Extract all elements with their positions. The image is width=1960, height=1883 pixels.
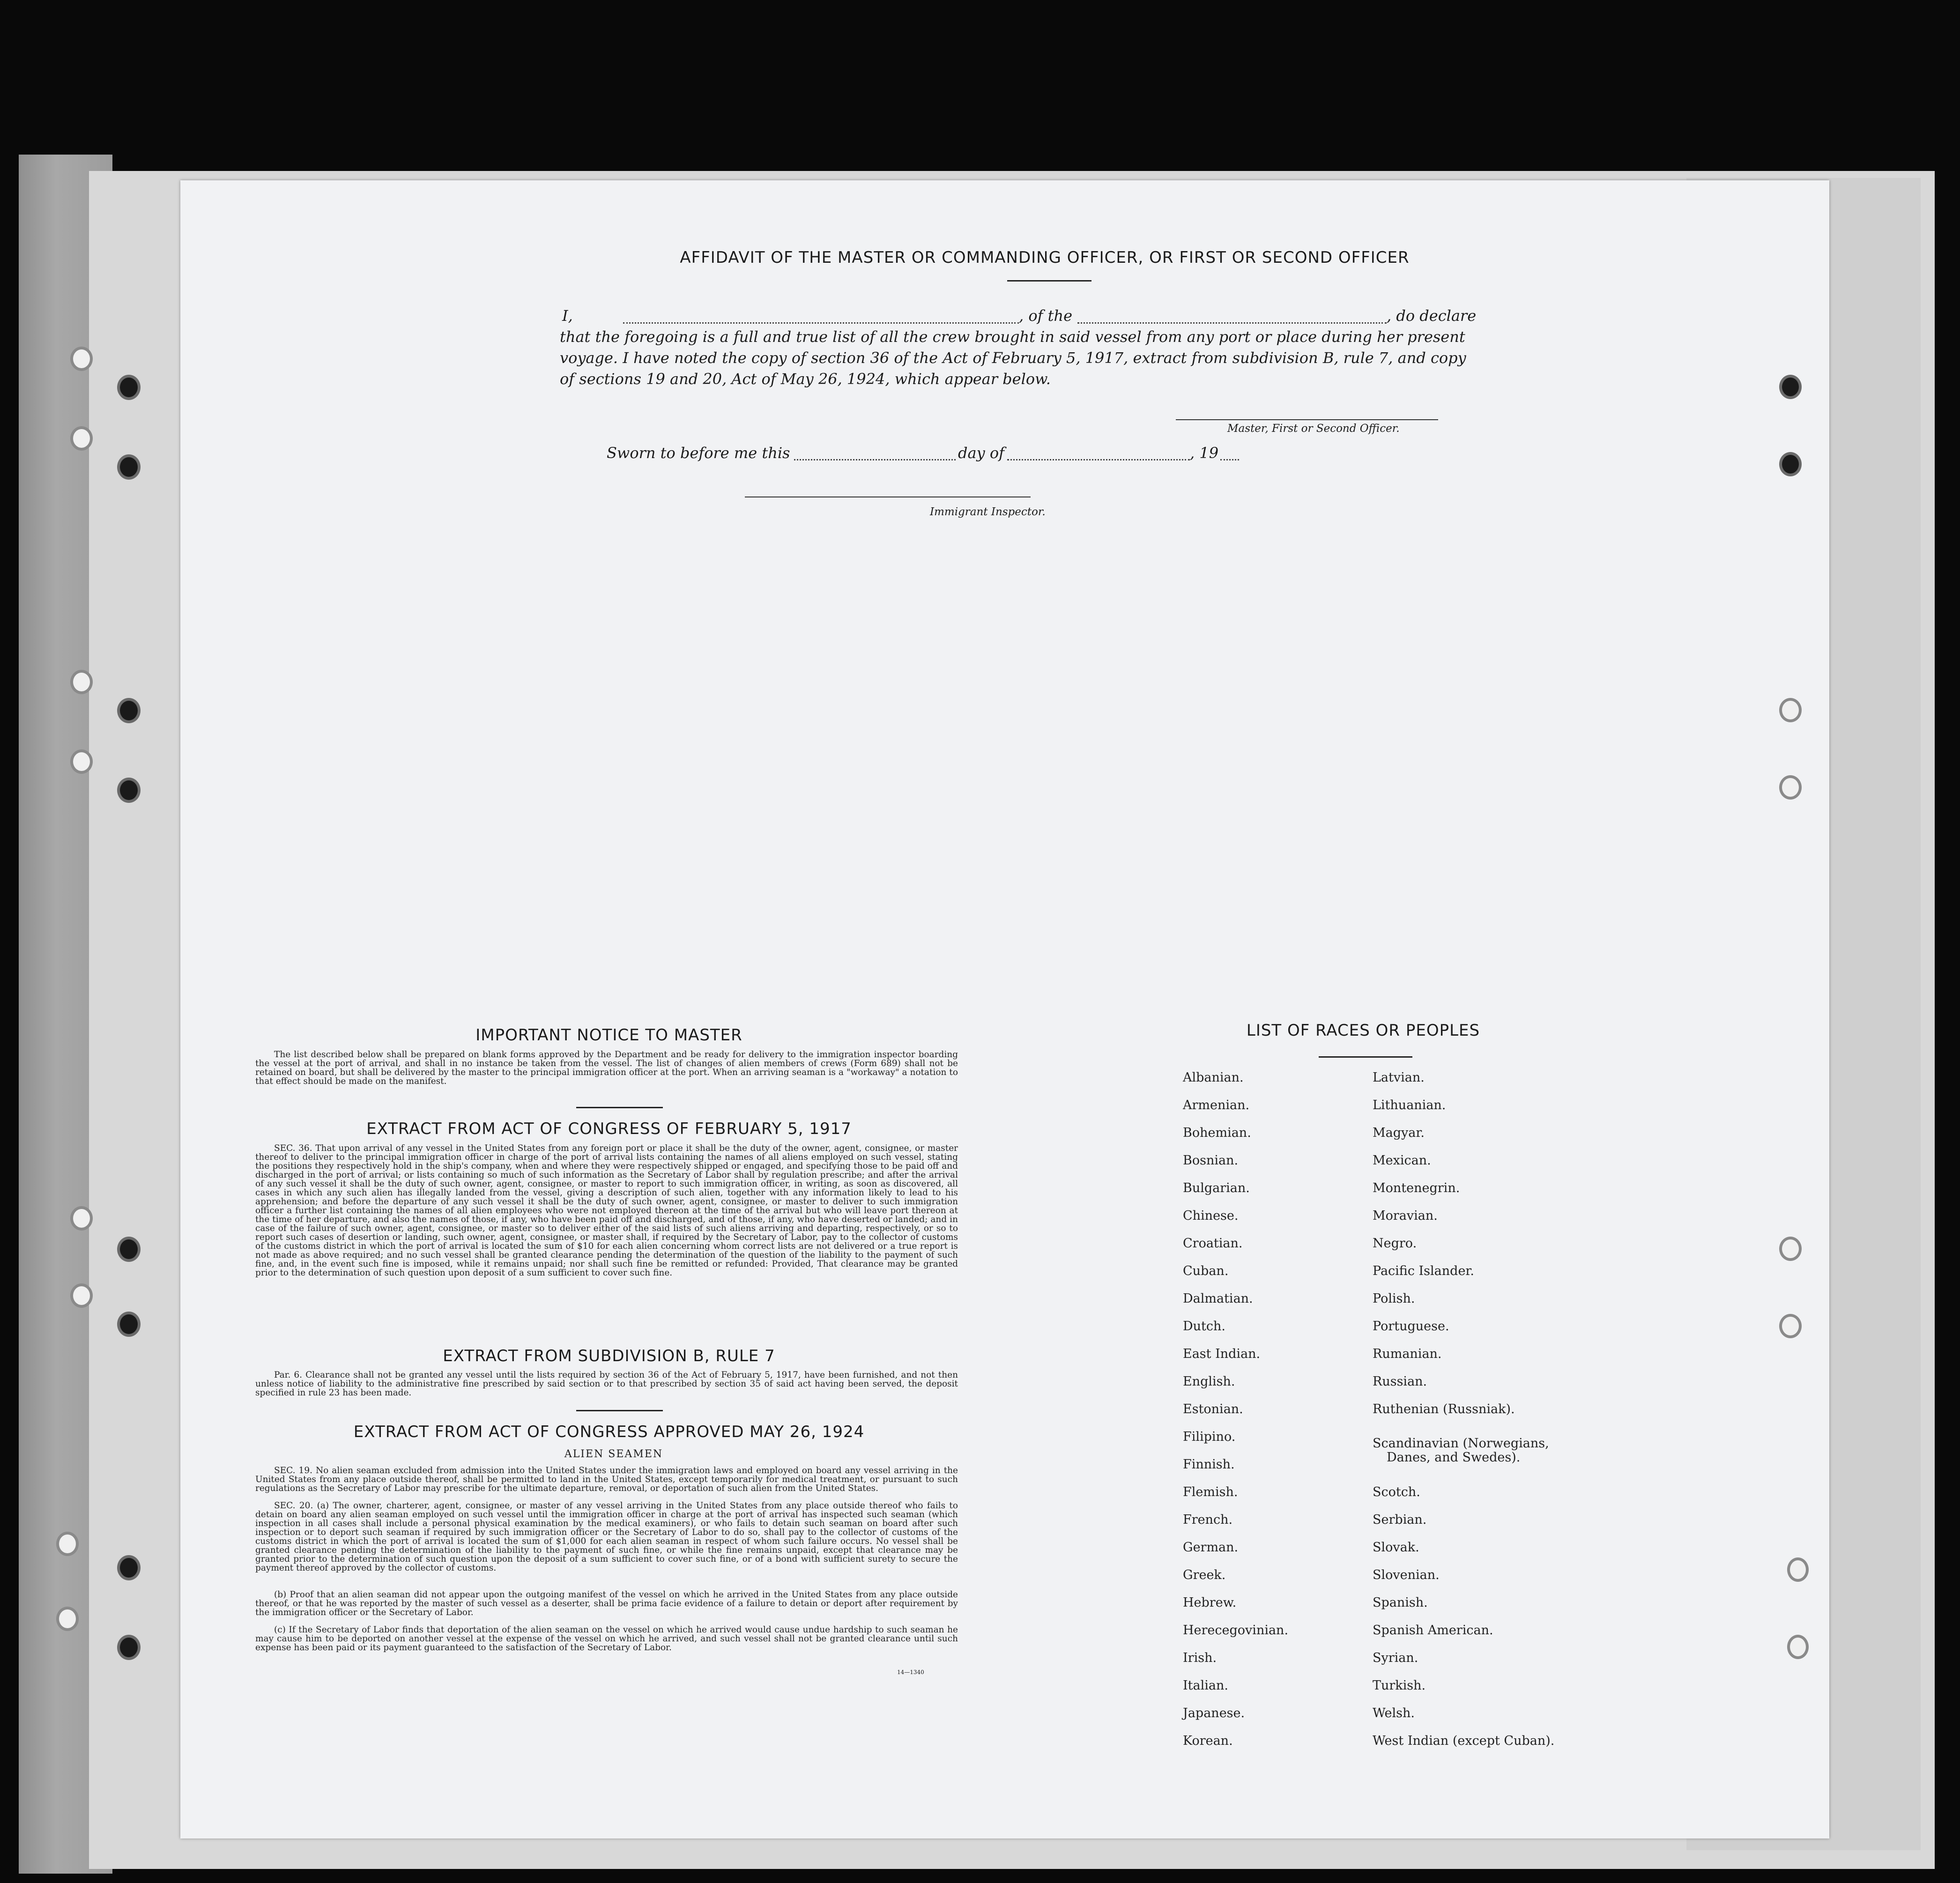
- race-item: Greek.: [1183, 1568, 1226, 1582]
- affidavit-of-the: , of the: [1019, 307, 1073, 325]
- form-number: 14—1340: [897, 1669, 924, 1675]
- race-item: French.: [1183, 1512, 1233, 1527]
- binder-hole: [70, 749, 93, 774]
- binder-hole: [70, 1206, 93, 1231]
- affidavit-line-3: voyage. I have noted the copy of section 36 of the Act of February 5, 1917, extract from subdivision B, rule 7, and copy: [560, 349, 1466, 367]
- vessel-name-field[interactable]: [1077, 322, 1387, 324]
- binder-hole: [117, 1555, 141, 1580]
- notice-body: The list described below shall be prepared on blank forms approved by the Department and be ready for delivery to the immigration inspector boarding the vessel at the port of arrival, and shall in no instance be taken from the vessel. The list of changes of alien members of crews (Form 689) shall not be retained on board, but shall be delivered by the master to the principal immigration officer at the port. When an arriving seaman is a "workaway" a notation to that effect should be made on the manifest.: [255, 1050, 958, 1086]
- race-item: Filipino.: [1183, 1430, 1236, 1444]
- sworn-month-field[interactable]: [1007, 459, 1190, 460]
- binder-hole: [117, 778, 141, 803]
- sec20c-body: (c) If the Secretary of Labor finds that deportation of the alien seaman on the vessel on which he arrived would cause undue hardship to such seaman he may cause him to be deported on another vessel at the expense of the vessel on which he arrived, and such vessel shall not be granted clearance until such expense has been paid or its payment guaranteed to the satisfaction of the Secretary of Labor.: [255, 1625, 958, 1653]
- binder-hole: [70, 347, 93, 371]
- race-item: Danes, and Swedes).: [1387, 1450, 1521, 1465]
- sec20a-body: SEC. 20. (a) The owner, charterer, agent, consignee, or master of any vessel arriving in the United States from any place outside thereof who fails to detain on board any alien seaman employed on such vessel until the immigration officer in charge at the port of arrival has inspected such seaman (which inspection in all cases shall include a personal physical examination by the medical examiners), or who fails to detain such seaman on board after such inspection or to deport such seaman if required by such immigration officer or the Secretary of Labor to do so, shall pay to the collector of customs of the customs district in which the port of arrival is located the sum of $1,000 for each alien seaman in respect of whom such failure occurs. No vessel shall be granted clearance pending the determination of the liability to the payment of such fine, or while the fine remains unpaid, except that clearance may be granted prior to the determination of such question upon the deposit of a sum sufficient to cover such fine, or of a bond with sufficient surety to secure the payment thereof approved by the collector of customs.: [255, 1501, 958, 1573]
- race-item: Syrian.: [1373, 1651, 1418, 1665]
- binder-hole: [117, 1237, 141, 1262]
- binder-hole: [1779, 775, 1802, 800]
- race-item: Dutch.: [1183, 1319, 1225, 1334]
- rule7-heading: EXTRACT FROM SUBDIVISION B, RULE 7: [443, 1347, 775, 1365]
- race-item: Armenian.: [1183, 1098, 1250, 1112]
- notice-heading: IMPORTANT NOTICE TO MASTER: [475, 1026, 742, 1045]
- binder-hole: [1779, 1314, 1802, 1338]
- race-item: Slovenian.: [1373, 1568, 1440, 1582]
- race-item: Ruthenian (Russniak).: [1373, 1402, 1515, 1416]
- binder-hole: [1779, 1237, 1802, 1261]
- race-item: East Indian.: [1183, 1347, 1261, 1361]
- race-item: Rumanian.: [1373, 1347, 1442, 1361]
- binder-hole: [1779, 375, 1802, 399]
- binder-hole: [117, 698, 141, 723]
- race-item: Croatian.: [1183, 1236, 1243, 1251]
- race-item: Slovak.: [1373, 1540, 1419, 1555]
- race-item: Magyar.: [1373, 1126, 1425, 1140]
- sec20b-body: (b) Proof that an alien seaman did not appear upon the outgoing manifest of the vessel on which he arrived in the United States from any place outside thereof, or that he was reported by the master of such vessel as a deserter, shall be prima facie evidence of a failure to detain or deport after requirement by the immigration officer or the Secretary of Labor.: [255, 1590, 958, 1617]
- race-item: Negro.: [1373, 1236, 1417, 1251]
- race-item: Serbian.: [1373, 1512, 1427, 1527]
- sec19-body: SEC. 19. No alien seaman excluded from admission into the United States under the immigration laws and employed on board any vessel arriving in the United States from any place outside thereof, shall be permitted to land in the United States, except temporarily for medical treatment, or pursuant to such regulations as the Secretary of Labor may prescribe for the ultimate departure, removal, or deportation of such alien from the United States.: [255, 1466, 958, 1493]
- race-item: Dalmatian.: [1183, 1291, 1253, 1306]
- race-item: Cuban.: [1183, 1264, 1229, 1278]
- race-item: Italian.: [1183, 1678, 1228, 1693]
- extract-1924-heading: EXTRACT FROM ACT OF CONGRESS APPROVED MAY 26, 1924: [353, 1423, 865, 1441]
- race-item: Spanish American.: [1373, 1623, 1493, 1638]
- extract-1917-body: SEC. 36. That upon arrival of any vessel in the United States from any foreign port or place it shall be the duty of the owner, agent, consignee, or master thereof to deliver to the principal immigration officer in charge of the port of arrival lists containing the names of all aliens employed on such vessel, stating the positions they respectively hold in the ship's company, when and where they were respectively shipped or engaged, and specifying those to be paid off and discharged in the port of arrival; or lists containing so much of such information as the Secretary of Labor shall by regulation prescribe; and after the arrival of any such vessel it shall be the duty of such owner, agent, consignee, or master to report to such immigration officer, in writing, as soon as discovered, all cases in which any such alien has illegally landed from the vessel, giving a description of such alien, together with any information likely to lead to his apprehension; and before the departure of any such vessel it shall be the duty of such owner, agent, consignee, or master to deliver to such immigration officer a further list containing the names of all alien employees who were not employed thereon at the time of the arrival but who will leave port thereon at the time of her departure, and also the names of those, if any, who have been paid off and discharged, and of those, if any, who have deserted or landed; and in case of the failure of such owner, agent, consignee, or master so to deliver either of the said lists of such aliens arriving and departing, respectively, or so to report such cases of desertion or landing, such owner, agent, consignee, or master shall, if required by the Secretary of Labor, pay to the collector of customs of the customs district in which the port of arrival is located the sum of $10 for each alien concerning whom correct lists are not delivered or a true report is not made as above required; and no such vessel shall be granted clearance pending the determination of the question of the liability to the payment of such fine, and, in the event such fine is imposed, while it remains unpaid; nor shall such fine be remitted or refunded: Provided, That clearance may be granted prior to the determination of such question upon deposit of a sum sufficient to cover such fine.: [255, 1143, 958, 1278]
- race-item: Mexican.: [1373, 1153, 1431, 1168]
- binder-hole: [117, 1635, 141, 1660]
- race-item: Polish.: [1373, 1291, 1415, 1306]
- sworn-day-field[interactable]: [794, 459, 956, 460]
- race-item: Scotch.: [1373, 1485, 1420, 1499]
- divider: [576, 1107, 663, 1108]
- binder-hole: [70, 426, 93, 451]
- race-item: Bohemian.: [1183, 1126, 1251, 1140]
- binder-hole: [117, 454, 141, 480]
- binder-hole: [70, 670, 93, 694]
- affidavit-i: I,: [562, 307, 573, 325]
- binder-hole: [1787, 1557, 1809, 1582]
- race-item: West Indian (except Cuban).: [1373, 1734, 1555, 1748]
- sworn-year: , 19: [1190, 444, 1219, 462]
- sworn-text: Sworn to before me this: [607, 444, 790, 462]
- race-item: Latvian.: [1373, 1070, 1425, 1085]
- race-item: Pacific Islander.: [1373, 1264, 1474, 1278]
- race-item: Russian.: [1373, 1374, 1427, 1389]
- race-item: English.: [1183, 1374, 1235, 1389]
- race-item: Spanish.: [1373, 1595, 1428, 1610]
- binder-hole: [117, 375, 141, 400]
- affidavit-title: AFFIDAVIT OF THE MASTER OR COMMANDING OFFICER, OR FIRST OR SECOND OFFICER: [680, 248, 1410, 267]
- race-item: Irish.: [1183, 1651, 1217, 1665]
- sworn-day-of: day of: [958, 444, 1004, 462]
- race-item: Moravian.: [1373, 1208, 1438, 1223]
- race-item: Lithuanian.: [1373, 1098, 1446, 1112]
- inspector-caption: Immigrant Inspector.: [930, 506, 1046, 518]
- binder-hole: [56, 1607, 79, 1631]
- race-item: Chinese.: [1183, 1208, 1239, 1223]
- divider: [576, 1410, 663, 1411]
- race-item: Bosnian.: [1183, 1153, 1239, 1168]
- divider: [1319, 1056, 1412, 1058]
- race-item: German.: [1183, 1540, 1239, 1555]
- rule7-body: Par. 6. Clearance shall not be granted any vessel until the lists required by section 36 of the Act of February 5, 1917, have been furnished, and not then unless notice of liability to the administrative fine prescribed by said section or to that prescribed by section 35 of said act having been served, the deposit specified in rule 23 has been made.: [255, 1370, 958, 1398]
- binder-hole: [1779, 698, 1802, 722]
- sworn-year-field[interactable]: [1220, 459, 1239, 460]
- races-title: LIST OF RACES OR PEOPLES: [1246, 1021, 1480, 1040]
- race-item: Flemish.: [1183, 1485, 1238, 1499]
- race-item: Finnish.: [1183, 1457, 1235, 1472]
- binder-hole: [70, 1283, 93, 1308]
- race-item: Montenegrin.: [1373, 1181, 1460, 1195]
- race-item: Welsh.: [1373, 1706, 1415, 1720]
- race-item: Korean.: [1183, 1734, 1233, 1748]
- race-item: Albanian.: [1183, 1070, 1244, 1085]
- binder-hole: [1779, 452, 1802, 476]
- master-name-field[interactable]: [623, 322, 1019, 324]
- race-item: Bulgarian.: [1183, 1181, 1250, 1195]
- divider: [1007, 280, 1091, 282]
- race-item: Estonian.: [1183, 1402, 1243, 1416]
- binder-hole: [117, 1312, 141, 1337]
- affidavit-declare: , do declare: [1387, 307, 1477, 325]
- signature-caption: Master, First or Second Officer.: [1227, 423, 1400, 435]
- extract-1917-heading: EXTRACT FROM ACT OF CONGRESS OF FEBRUARY 5, 1917: [366, 1119, 852, 1138]
- race-item: Herecegovinian.: [1183, 1623, 1289, 1638]
- race-item: Japanese.: [1183, 1706, 1245, 1720]
- alien-seamen-subheading: ALIEN SEAMEN: [564, 1448, 663, 1460]
- master-signature-line[interactable]: [1176, 419, 1438, 420]
- race-item: Portuguese.: [1373, 1319, 1449, 1334]
- race-item: Scandinavian (Norwegians,: [1373, 1436, 1549, 1451]
- affidavit-line-4: of sections 19 and 20, Act of May 26, 1924, which appear below.: [560, 370, 1051, 388]
- binder-hole: [1787, 1635, 1809, 1659]
- affidavit-line-2: that the foregoing is a full and true list of all the crew brought in said vessel from any port or place during her present: [560, 328, 1465, 346]
- race-item: Hebrew.: [1183, 1595, 1237, 1610]
- binder-hole: [56, 1532, 79, 1556]
- race-item: Turkish.: [1373, 1678, 1426, 1693]
